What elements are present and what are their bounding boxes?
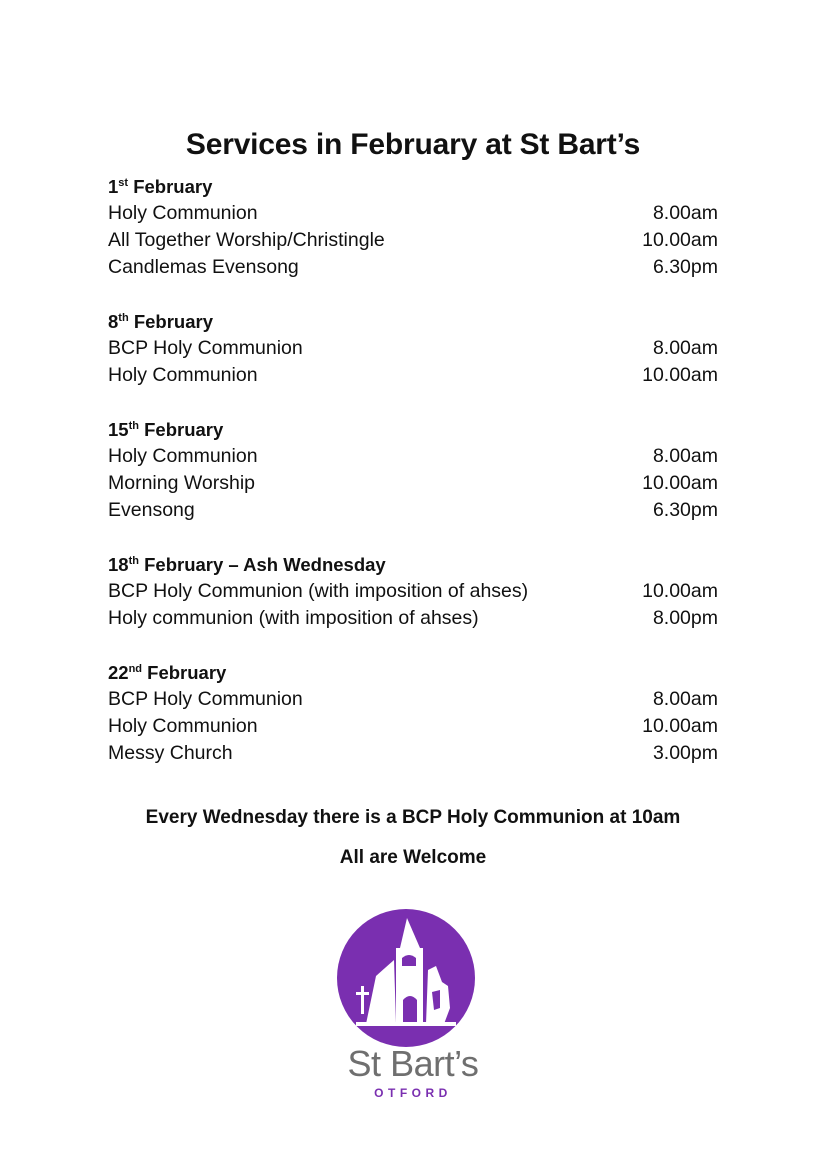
day-heading bbox=[108, 416, 718, 443]
service-name: Candlemas Evensong bbox=[108, 256, 299, 278]
day-label: February bbox=[144, 419, 224, 440]
page-title: Services in February at St Bart’s bbox=[185, 128, 641, 162]
day-number: 1 bbox=[108, 176, 119, 197]
service-name: BCP Holy Communion bbox=[108, 688, 303, 710]
service-time: 8.00am bbox=[652, 337, 718, 359]
service-name: Evensong bbox=[108, 499, 195, 521]
day-heading bbox=[108, 173, 718, 200]
service-time: 6.30pm bbox=[652, 256, 718, 278]
service-row bbox=[108, 335, 718, 362]
day-heading bbox=[108, 551, 718, 578]
service-name: Holy Communion bbox=[108, 715, 258, 737]
day-suffix: nd bbox=[128, 662, 143, 675]
day-number: 22 bbox=[108, 662, 129, 683]
service-time: 8.00am bbox=[652, 202, 718, 224]
service-time: 3.00pm bbox=[652, 742, 718, 764]
service-name: Holy Communion bbox=[108, 202, 258, 224]
service-name: Holy Communion bbox=[108, 364, 258, 386]
welcome-note: All are Welcome bbox=[339, 847, 487, 868]
day-suffix: th bbox=[118, 311, 129, 324]
day-label: February bbox=[147, 662, 227, 683]
service-row bbox=[108, 713, 718, 740]
day-label: February bbox=[133, 176, 213, 197]
service-row bbox=[108, 227, 718, 254]
service-time: 10.00am bbox=[642, 580, 718, 602]
service-schedule bbox=[108, 173, 718, 794]
service-time: 10.00am bbox=[642, 364, 718, 386]
service-name: Holy Communion bbox=[108, 445, 258, 467]
service-row bbox=[108, 578, 718, 605]
day-number: 8 bbox=[108, 311, 119, 332]
day-section bbox=[108, 173, 718, 281]
service-time: 8.00am bbox=[652, 445, 718, 467]
service-row bbox=[108, 254, 718, 281]
service-row bbox=[108, 200, 718, 227]
day-label: February bbox=[133, 311, 213, 332]
service-time: 10.00am bbox=[642, 472, 718, 494]
weekday-note: Every Wednesday there is a BCP Holy Communion at 10am bbox=[145, 807, 681, 828]
day-suffix: th bbox=[128, 554, 139, 567]
service-row bbox=[108, 605, 718, 632]
logo-place: OTFORD bbox=[374, 1086, 452, 1100]
day-section bbox=[108, 416, 718, 524]
day-section bbox=[108, 308, 718, 389]
day-heading bbox=[108, 308, 718, 335]
service-time: 8.00pm bbox=[652, 607, 718, 629]
service-row bbox=[108, 443, 718, 470]
service-name: BCP Holy Communion bbox=[108, 337, 303, 359]
service-time: 10.00am bbox=[642, 715, 718, 737]
church-icon bbox=[336, 908, 476, 1048]
day-number: 15 bbox=[108, 419, 129, 440]
service-name: All Together Worship/Christingle bbox=[108, 229, 385, 251]
service-time: 10.00am bbox=[642, 229, 718, 251]
service-time: 8.00am bbox=[652, 688, 718, 710]
day-label: February – Ash Wednesday bbox=[144, 554, 386, 575]
service-name: BCP Holy Communion (with imposition of ahses) bbox=[108, 580, 529, 602]
logo-name: St Bart’s bbox=[347, 1043, 479, 1084]
day-suffix: th bbox=[128, 419, 139, 432]
service-name: Holy communion (with imposition of ahses) bbox=[108, 607, 479, 629]
day-number: 18 bbox=[108, 554, 129, 575]
service-row bbox=[108, 740, 718, 767]
day-heading bbox=[108, 659, 718, 686]
service-row bbox=[108, 470, 718, 497]
service-row bbox=[108, 686, 718, 713]
service-name: Messy Church bbox=[108, 742, 233, 764]
service-row bbox=[108, 362, 718, 389]
day-suffix: st bbox=[118, 176, 129, 189]
day-section bbox=[108, 551, 718, 632]
service-name: Morning Worship bbox=[108, 472, 256, 494]
service-row bbox=[108, 497, 718, 524]
day-section bbox=[108, 659, 718, 767]
service-time: 6.30pm bbox=[652, 499, 718, 521]
